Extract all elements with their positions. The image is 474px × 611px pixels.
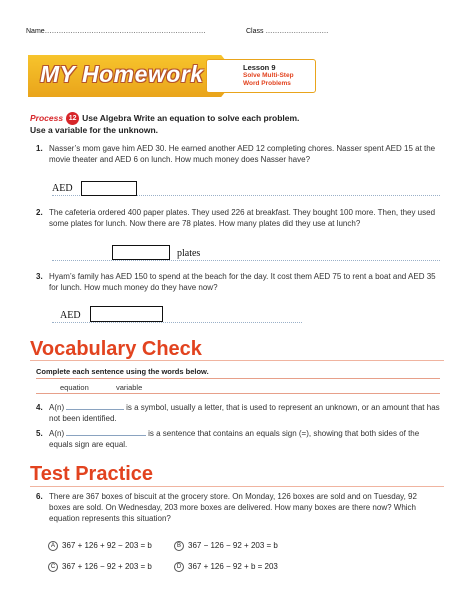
banner-title: MY Homework [40, 61, 204, 87]
option-d[interactable] [174, 562, 278, 572]
option-c[interactable] [48, 562, 152, 572]
answer-box-1[interactable] [81, 181, 137, 196]
process-instructions [30, 112, 450, 136]
vocab-item-5 [36, 428, 440, 450]
question-number: 4. [36, 403, 43, 412]
option-letter: B [174, 541, 184, 551]
section-divider [30, 486, 444, 487]
question-number: 1. [36, 144, 43, 153]
class-field-label: Class ……………………… [246, 28, 329, 35]
option-letter: C [48, 562, 58, 572]
process-badge: 12 [66, 112, 79, 125]
answer-line-3 [52, 322, 302, 323]
question-1 [36, 143, 440, 165]
question-text: Hyam’s family has AED 150 to spend at the beach for the day. It cost them AED 75 to rent a boat and AED 35 for lunch. How much money do they have now? [49, 272, 436, 292]
option-text: 367 − 126 − 92 + 203 = b [188, 541, 278, 551]
answer-box-3[interactable] [90, 306, 163, 322]
question-text: There are 367 boxes of biscuit at the grocery store. On Monday, 126 boxes are sold and on Tuesday, 92 boxes are sold. On Wednesday, 203 more boxes are delivered. How many boxes are there now? Which equation represents this situation? [49, 492, 417, 523]
answer-box-2[interactable] [112, 245, 170, 260]
question-number: 3. [36, 272, 43, 281]
instruction-line-1: Write an equation to solve each problem. [133, 112, 300, 123]
word-bank-item: variable [116, 383, 143, 392]
word-bank-item: equation [60, 383, 89, 392]
answer-suffix-2: plates [177, 248, 201, 259]
test-practice-title: Test Practice [30, 463, 154, 485]
strategy-label: Use Algebra [82, 112, 132, 123]
option-letter: A [48, 541, 58, 551]
word-bank [36, 378, 440, 394]
question-6 [36, 491, 440, 524]
process-label: Process [30, 112, 64, 123]
question-2 [36, 207, 440, 229]
lesson-title-line-1: Solve Multi-Step [243, 72, 294, 79]
question-3 [36, 271, 440, 293]
question-number: 2. [36, 208, 43, 217]
option-text: 367 + 126 + 92 − 203 = b [62, 541, 152, 551]
answer-prefix-3: AED [60, 310, 81, 321]
vocab-after-text: is a sentence that contains an equals sign (=), showing that both sides of the equals sign are equal. [49, 429, 420, 449]
answer-prefix-1: AED [52, 183, 73, 194]
instruction-line-2: Use a variable for the unknown. [30, 125, 159, 135]
option-letter: D [174, 562, 184, 572]
vocab-after-text: is a symbol, usually a letter, that is used to represent an unknown, or an amount that has not been identified. [49, 403, 440, 423]
lesson-box [206, 59, 316, 93]
option-b[interactable] [174, 541, 278, 551]
answer-line-2 [52, 260, 440, 261]
vocabulary-check-title: Vocabulary Check [30, 338, 202, 360]
question-number: 6. [36, 492, 43, 501]
vocab-item-4 [36, 402, 440, 424]
question-text: The cafeteria ordered 400 paper plates. They used 226 at breakfast. They bought 100 more. Then, they used some plates for lunch. Now there are 78 plates. How many plates did they use at lunch? [49, 208, 436, 228]
option-text: 367 + 126 − 92 + b = 203 [188, 562, 278, 572]
lesson-title-line-2: Word Problems [243, 79, 291, 87]
question-number: 5. [36, 429, 43, 438]
lesson-number: Lesson 9 [243, 63, 276, 72]
question-text: Nasser’s mom gave him AED 30. He earned another AED 12 completing chores. Nasser spent AED 15 at the movie theater and AED 6 on lunch. How much money does Nasser have? [49, 144, 436, 164]
vocab-blank-4[interactable] [66, 409, 124, 410]
vocab-before-text: A(n) [49, 403, 65, 412]
vocab-blank-5[interactable] [66, 435, 146, 436]
my-homework-banner [28, 55, 298, 97]
vocab-instruction: Complete each sentence using the words below. [36, 367, 209, 376]
name-field-label: Name…………………………………………………………… [26, 28, 206, 35]
vocab-before-text: A(n) [49, 429, 65, 438]
option-text: 367 + 126 − 92 + 203 = b [62, 562, 152, 572]
section-divider [30, 360, 444, 361]
option-a[interactable] [48, 541, 152, 551]
